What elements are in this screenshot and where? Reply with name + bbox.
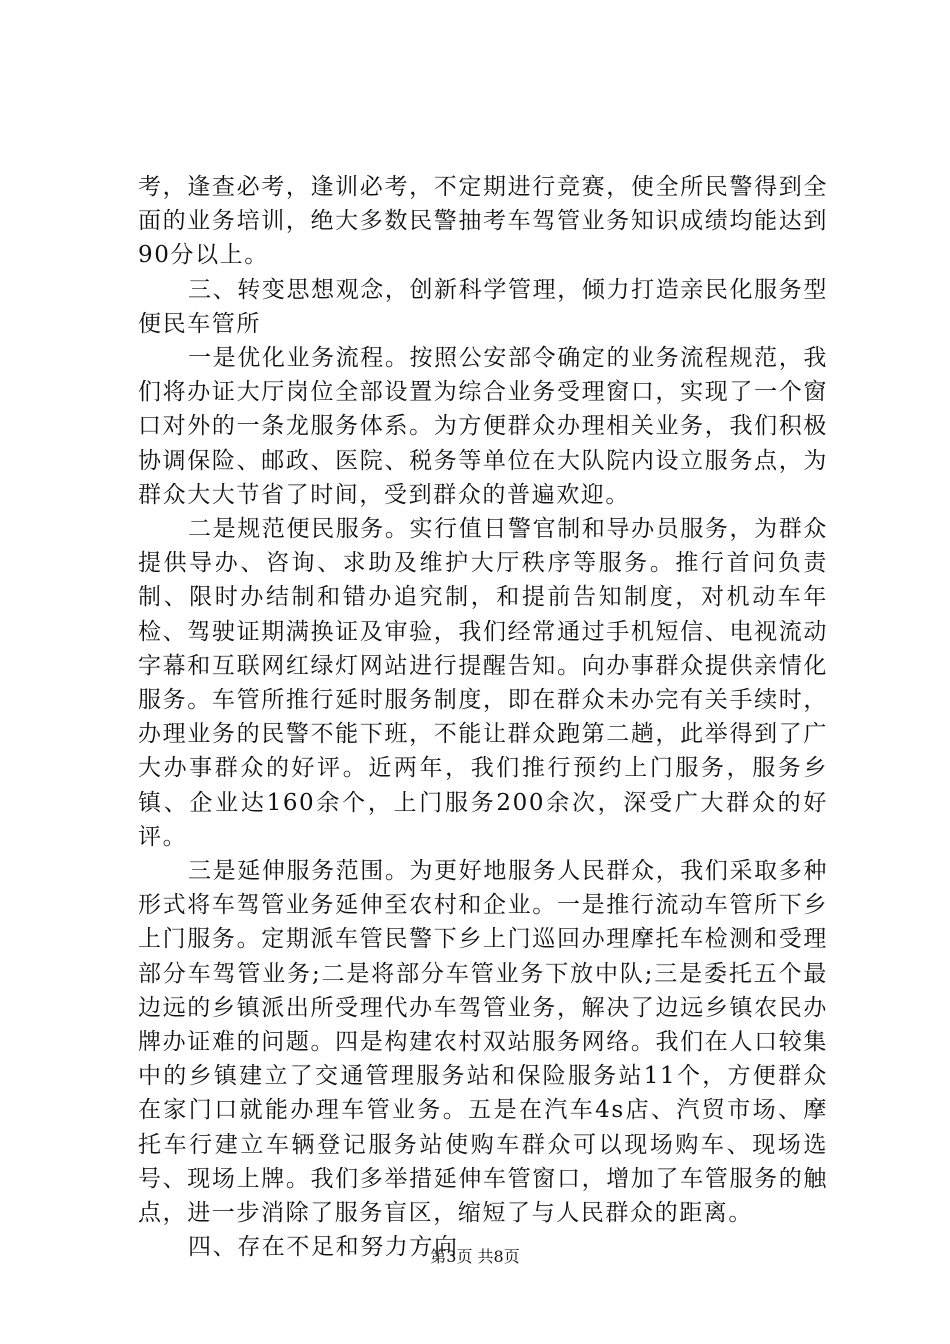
page-footer: 第3页 共8页 (430, 1247, 520, 1266)
section-heading-four: 四、存在不足和努力方向 (188, 1234, 459, 1261)
document-body (138, 170, 828, 1265)
paragraph-optimize-process: 一是优化业务流程。按照公安部令确定的业务流程规范，我们将办证大厅岗位全部设置为综合业务受理窗口，实现了一个窗口对外的一条龙服务体系。为方便群众办理相关业务，我们积极协调保险、邮政、医院、税务等单位在大队院内设立服务点，为群众大大节省了时间，受到群众的普遍欢迎。 (138, 345, 828, 508)
paragraph-extend-service: 三是延伸服务范围。为更好地服务人民群众，我们采取多种形式将车驾管业务延伸至农村和企业。一是推行流动车管所下乡上门服务。定期派车管民警下乡上门巡回办理摩托车检测和受理部分车驾管业务;二是将部分车管业务下放中队;三是委托五个最边远的乡镇派出所受理代办车驾管业务，解决了边远乡镇农民办牌办证难的问题。四是构建农村双站服务网络。我们在人口较集中的乡镇建立了交通管理服务站和保险服务站11个，方便群众在家门口就能办理车管业务。五是在汽车4s店、汽贸市场、摩托车行建立车辆登记服务站使购车群众可以现场购车、现场选号、现场上牌。我们多举措延伸车管窗口，增加了车管服务的触点，进一步消除了服务盲区，缩短了与人民群众的距离。 (138, 858, 828, 1227)
section-heading-three: 三、转变思想观念，创新科学管理，倾力打造亲民化服务型便民车管所 (138, 276, 828, 337)
paragraph-standardize-service: 二是规范便民服务。实行值日警官制和导办员服务，为群众提供导办、咨询、求助及维护大厅秩序等服务。推行首问负责制、限时办结制和错办追究制，和提前告知制度，对机动车年检、驾驶证期满换证及审验，我们经常通过手机短信、电视流动字幕和互联网红绿灯网站进行提醒告知。向办事群众提供亲情化服务。车管所推行延时服务制度，即在群众未办完有关手续时，办理业务的民警不能下班，不能让群众跑第二趟，此举得到了广大办事群众的好评。近两年，我们推行预约上门服务，服务乡镇、企业达160余个，上门服务200余次，深受广大群众的好评。 (138, 516, 828, 850)
paragraph-continuation: 考，逢查必考，逢训必考，不定期进行竞赛，使全所民警得到全面的业务培训，绝大多数民警抽考车驾管业务知识成绩均能达到90分以上。 (138, 174, 828, 269)
